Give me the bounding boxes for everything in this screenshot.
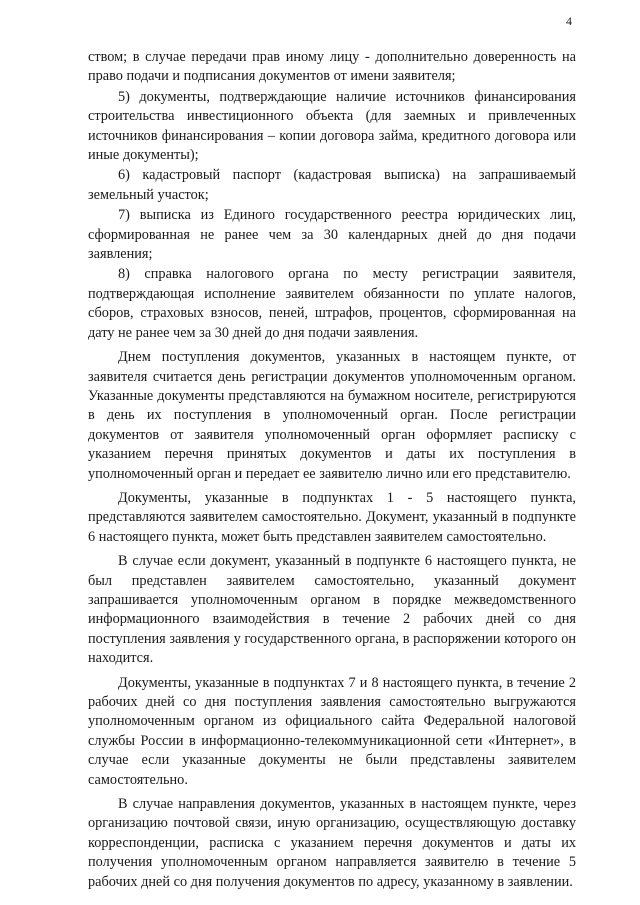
list-item-8: 8) справка налогового органа по месту регистрации заявителя, подтверждающая исполнение заявителем обязанности по уплате налогов, сборов, страховых взносов, пеней, штрафов, процентов, сформированная на дату не ранее чем за 30 дней до дня подачи заявления. — [88, 266, 576, 341]
document-body — [88, 48, 576, 893]
paragraph-postal-delivery: В случае направления документов, указанных в настоящем пункте, через организацию почтовой связи, иную организацию, осуществляющую доставку корреспонденции, расписка с указанием перечня документов и даты их получения уполномоченным органом направляется заявителю в течение 5 рабочих дней со дня получения документов по адресу, указанному в заявлении. — [88, 796, 576, 890]
page-number: 4 — [566, 14, 572, 28]
paragraph-tax-service: Документы, указанные в подпунктах 7 и 8 настоящего пункта, в течение 2 рабочих дней со дня поступления заявления самостоятельно выгружаются уполномоченным органом из официального сайта Федеральной налоговой службы России в информационно-телекоммуникационной сети «Интернет», в случае если указанные документы не были представлены заявителем самостоятельно. — [88, 674, 576, 788]
paragraph-self-submission: Документы, указанные в подпунктах 1 - 5 настоящего пункта, представляются заявителем самостоятельно. Документ, указанный в подпункте 6 настоящего пункта, может быть представлен заявителем самостоятельно. — [88, 489, 576, 545]
list-item-7: 7) выписка из Единого государственного реестра юридических лиц, сформированная не ранее чем за 30 календарных дней до дня подачи заявления; — [88, 207, 576, 263]
paragraph-interagency-request: В случае если документ, указанный в подпункте 6 настоящего пункта, не был представлен заявителем самостоятельно, указанный документ запрашивается уполномоченным органом в порядке межведомственного информационного взаимодействия в течение 2 рабочих дней со дня поступления заявления у государственного органа, в распоряжении которого он находится. — [88, 553, 576, 667]
list-item-6: 6) кадастровый паспорт (кадастровая выписка) на запрашиваемый земельный участок; — [88, 167, 576, 203]
paragraph-continuation: ством; в случае передачи прав иному лицу - дополнительно доверенность на право подачи и подписания документов от имени заявителя; — [88, 49, 576, 85]
paragraph-registration: Днем поступления документов, указанных в настоящем пункте, от заявителя считается день регистрации документов уполномоченным органом. Указанные документы представляются на бумажном носителе, регистрируются в день их поступления в уполномоченный орган. После регистрации документов от заявителя уполномоченный орган оформляет расписку с указанием перечня принятых документов и даты их поступления в уполномоченный орган и передает ее заявителю лично или его представителю. — [88, 349, 576, 482]
list-item-5: 5) документы, подтверждающие наличие источников финансирования строительства инвестиционного объекта (для заемных и привлеченных источников финансирования – копии договора займа, кредитного договора или иные документы); — [88, 88, 576, 164]
